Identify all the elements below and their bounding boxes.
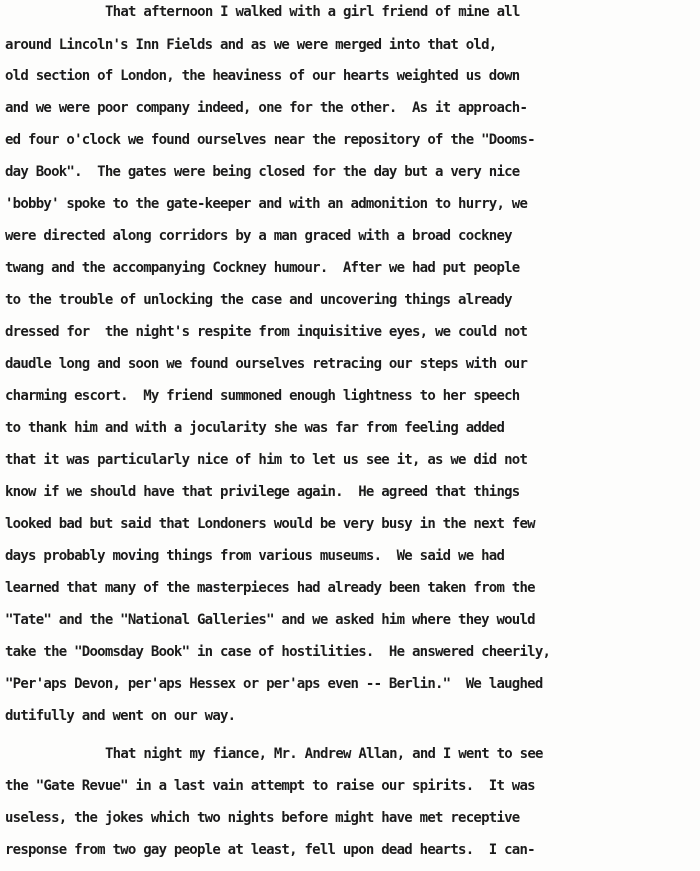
text-line: and we were poor company indeed, one for the other. As it approach- bbox=[5, 100, 528, 116]
text-line: 'bobby' spoke to the gate-keeper and with an admonition to hurry, we bbox=[5, 196, 528, 212]
text-line: response from two gay people at least, fell upon dead hearts. I can- bbox=[5, 842, 535, 858]
text-line: "Tate" and the "National Galleries" and we asked him where they would bbox=[5, 612, 535, 628]
text-line: "Per'aps Devon, per'aps Hessex or per'aps even -- Berlin." We laughed bbox=[5, 676, 543, 692]
text-line: know if we should have that privilege again. He agreed that things bbox=[5, 484, 520, 500]
text-line: dutifully and went on our way. bbox=[5, 708, 236, 724]
text-line: to thank him and with a jocularity she was far from feeling added bbox=[5, 420, 505, 436]
text-line: dressed for the night's respite from inquisitive eyes, we could not bbox=[5, 324, 528, 340]
text-line: learned that many of the masterpieces had already been taken from the bbox=[5, 580, 535, 596]
text-line: looked bad but said that Londoners would be very busy in the next few bbox=[5, 516, 535, 532]
text-line: That afternoon I walked with a girl friend of mine all bbox=[105, 4, 520, 20]
text-line: daudle long and soon we found ourselves retracing our steps with our bbox=[5, 356, 528, 372]
text-line: day Book". The gates were being closed for the day but a very nice bbox=[5, 164, 520, 180]
text-line: charming escort. My friend summoned enough lightness to her speech bbox=[5, 388, 520, 404]
text-line: around Lincoln's Inn Fields and as we were merged into that old, bbox=[5, 37, 497, 53]
text-line: ed four o'clock we found ourselves near the repository of the "Dooms- bbox=[5, 132, 535, 148]
text-line: the "Gate Revue" in a last vain attempt to raise our spirits. It was bbox=[5, 778, 535, 794]
text-line: That night my fiance, Mr. Andrew Allan, and I went to see bbox=[105, 746, 543, 762]
text-line: old section of London, the heaviness of our hearts weighted us down bbox=[5, 68, 520, 84]
text-line: that it was particularly nice of him to let us see it, as we did not bbox=[5, 452, 528, 468]
text-line: take the "Doomsday Book" in case of hostilities. He answered cheerily, bbox=[5, 644, 551, 660]
text-line: days probably moving things from various museums. We said we had bbox=[5, 548, 505, 564]
text-line: useless, the jokes which two nights before might have met receptive bbox=[5, 810, 520, 826]
text-line: to the trouble of unlocking the case and uncovering things already bbox=[5, 292, 512, 308]
text-line: twang and the accompanying Cockney humour. After we had put people bbox=[5, 260, 520, 276]
text-line: were directed along corridors by a man graced with a broad cockney bbox=[5, 228, 512, 244]
